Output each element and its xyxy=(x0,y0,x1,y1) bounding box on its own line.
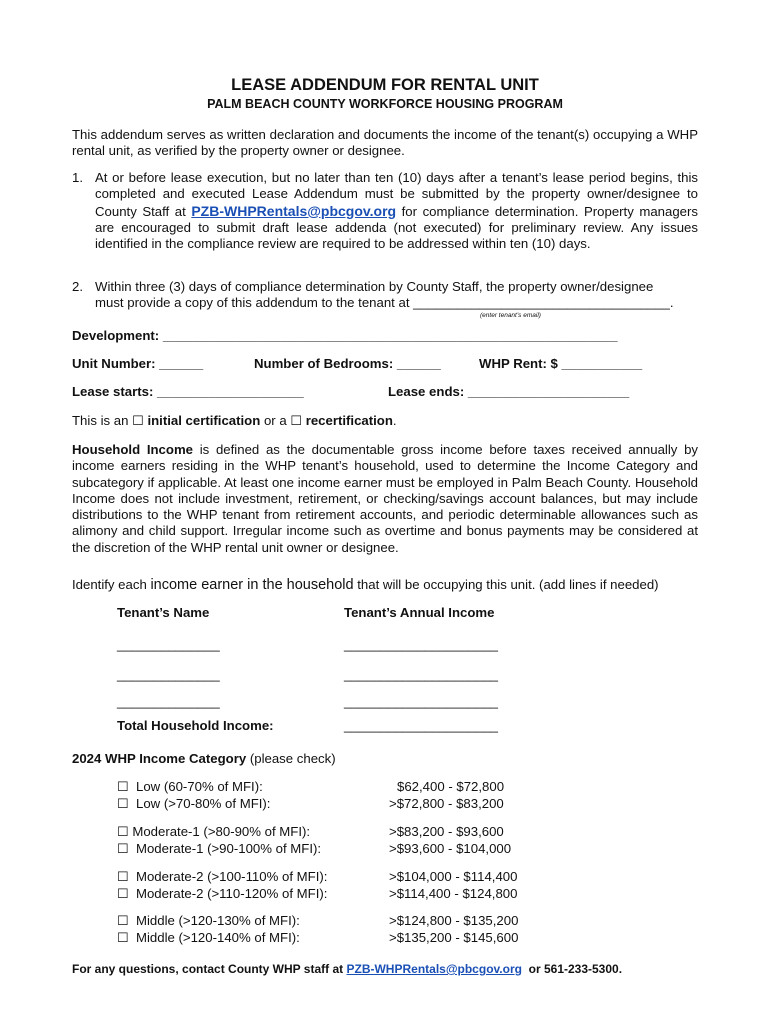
whp-rent-field[interactable]: WHP Rent: $ ___________ xyxy=(479,356,643,371)
income-category-heading xyxy=(72,751,336,766)
certification-line xyxy=(72,413,397,429)
category-range: >$114,400 - $124,800 xyxy=(389,886,518,901)
category-label: Moderate-1 (>90-100% of MFI): xyxy=(135,841,322,856)
footer-phone: or 561-233-5300. xyxy=(528,962,623,976)
lease-starts-field[interactable]: Lease starts: ____________________ xyxy=(72,384,304,399)
category-label: Low (>70-80% of MFI): xyxy=(135,796,271,811)
tenant-name-input[interactable]: ______________ xyxy=(117,694,220,709)
category-range: >$104,000 - $114,400 xyxy=(389,869,518,884)
tenant-name-input[interactable]: ______________ xyxy=(117,637,220,652)
category-checkbox[interactable]: ☐ xyxy=(117,796,129,811)
development-field[interactable]: Development: ______________________________________________________________ xyxy=(72,328,618,343)
cert-end: . xyxy=(392,413,397,428)
initial-certification-label: initial certification xyxy=(147,413,261,428)
category-option[interactable] xyxy=(117,841,321,857)
tenant-name-input[interactable]: ______________ xyxy=(117,667,220,682)
tenant-income-header: Tenant’s Annual Income xyxy=(344,605,495,620)
contact-footer xyxy=(72,962,622,976)
item1-number: 1. xyxy=(72,170,83,185)
income-category-note: (please check) xyxy=(249,751,336,766)
category-label: Middle (>120-140% of MFI): xyxy=(135,930,300,945)
bedrooms-field[interactable]: Number of Bedrooms: ______ xyxy=(254,356,441,371)
item2-number: 2. xyxy=(72,279,83,294)
unit-number-field[interactable]: Unit Number: ______ xyxy=(72,356,204,371)
category-option[interactable] xyxy=(117,824,310,840)
identify-earners-line xyxy=(72,577,659,593)
category-checkbox[interactable]: ☐ xyxy=(117,779,129,794)
submission-email-link[interactable]: PZB-WHPRentals@pbcgov.org xyxy=(191,202,397,219)
total-household-income-label: Total Household Income: xyxy=(117,718,274,733)
category-option[interactable] xyxy=(117,886,327,902)
category-checkbox[interactable]: ☐ xyxy=(117,841,129,856)
category-range: >$135,200 - $145,600 xyxy=(389,930,519,945)
category-range: >$72,800 - $83,200 xyxy=(389,796,504,811)
lease-ends-field[interactable]: Lease ends: ______________________ xyxy=(388,384,630,399)
document-title: LEASE ADDENDUM FOR RENTAL UNIT xyxy=(231,76,539,94)
category-checkbox[interactable]: ☐ xyxy=(117,930,129,945)
category-label: Moderate-1 (>80-90% of MFI): xyxy=(132,824,311,839)
cert-or: or a xyxy=(263,413,287,428)
category-range: $62,400 - $72,800 xyxy=(397,779,505,794)
category-option[interactable] xyxy=(117,930,300,946)
initial-certification-checkbox[interactable]: ☐ xyxy=(132,413,144,428)
category-label: Middle (>120-130% of MFI): xyxy=(135,913,300,928)
household-income-definition: is defined as the documentable gross income before taxes received annually by income earners residing in the WHP tenant’s household, used to determine the Income Category and subcategory if applicable. At least one income earner must be employed in Palm Beach County. Household Income does not include investment, retirement, or checking/savings account balances, but may include distributions to the WHP tenant from retirement accounts, and periodic determinable allowances such as alimony and child support. Irregular income such as overtime and bonus payments may be considered at the discretion of the WHP rental unit owner or designee. xyxy=(72,442,698,555)
document-subtitle: PALM BEACH COUNTY WORKFORCE HOUSING PROGRAM xyxy=(207,97,563,111)
item2-line2: must provide a copy of this addendum to the tenant at ___________________________________. xyxy=(95,295,674,310)
income-category-title: 2024 WHP Income Category xyxy=(72,751,247,766)
category-label: Moderate-2 (>110-120% of MFI): xyxy=(135,886,328,901)
intro-paragraph: This addendum serves as written declaration and documents the income of the tenant(s) occupying a WHP rental unit, as verified by the property owner or designee. xyxy=(72,127,698,159)
item2-line1: Within three (3) days of compliance determination by County Staff, the property owner/designee xyxy=(95,279,654,294)
cert-prefix: This is an xyxy=(72,413,129,428)
identify-suffix: that will be occupying this unit. (add lines if needed) xyxy=(357,577,659,592)
category-option[interactable] xyxy=(117,913,300,929)
item1-paragraph xyxy=(95,170,698,252)
item1-text-b: for compliance determination. Property managers are encouraged to submit draft lease addenda (not executed) for preliminary review. Any issues identified in the compliance review are required to be addressed within ten (10) days. xyxy=(95,203,698,252)
household-income-paragraph xyxy=(72,442,698,556)
identify-prefix: Identify each xyxy=(72,577,147,592)
tenant-income-input[interactable]: _____________________ xyxy=(344,667,499,682)
category-range: >$93,600 - $104,000 xyxy=(389,841,512,856)
footer-prefix: For any questions, contact County WHP staff at xyxy=(72,962,344,976)
identify-emphasis: income earner in the household xyxy=(150,577,354,593)
category-range: >$124,800 - $135,200 xyxy=(389,913,519,928)
tenant-income-input[interactable]: _____________________ xyxy=(344,637,499,652)
category-option[interactable] xyxy=(117,796,270,812)
item1-text-a: At or before lease execution, but no later than ten (10) days after a tenant’s lease period begins, this completed and executed Lease Addendum must be submitted by the property owner/designee to County Staff at xyxy=(95,170,698,219)
tenant-income-input[interactable]: _____________________ xyxy=(344,694,499,709)
tenant-name-header: Tenant’s Name xyxy=(117,605,210,620)
category-checkbox[interactable]: ☐ xyxy=(117,824,129,839)
category-checkbox[interactable]: ☐ xyxy=(117,913,129,928)
tenant-email-note: (enter tenant’s email) xyxy=(480,312,541,319)
household-income-term: Household Income xyxy=(72,442,194,457)
category-checkbox[interactable]: ☐ xyxy=(117,886,129,901)
category-option[interactable] xyxy=(117,779,263,795)
category-option[interactable] xyxy=(117,869,327,885)
recertification-checkbox[interactable]: ☐ xyxy=(290,413,303,428)
category-range: >$83,200 - $93,600 xyxy=(389,824,504,839)
recertification-label: recertification xyxy=(305,413,393,428)
footer-email-link[interactable]: PZB-WHPRentals@pbcgov.org xyxy=(346,962,522,976)
total-household-income-input[interactable]: _____________________ xyxy=(344,718,499,733)
category-label: Low (60-70% of MFI): xyxy=(135,779,263,794)
category-label: Moderate-2 (>100-110% of MFI): xyxy=(135,869,328,884)
category-checkbox[interactable]: ☐ xyxy=(117,869,129,884)
